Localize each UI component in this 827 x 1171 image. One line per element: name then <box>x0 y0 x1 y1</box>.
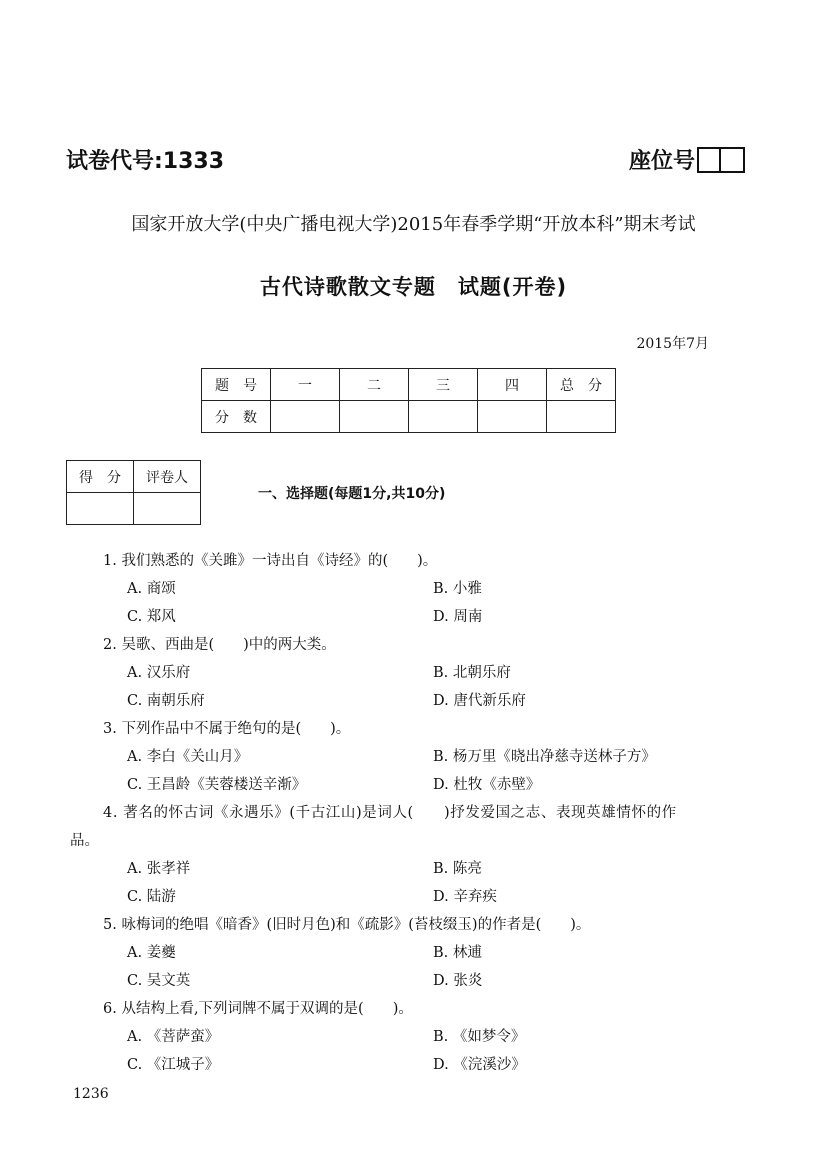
score-cell[interactable] <box>478 401 547 433</box>
question-stem: 1. 我们熟悉的《关雎》一诗出自《诗经》的( )。 <box>103 553 438 569</box>
option-d: D. 周南 <box>433 609 483 625</box>
score-table-header: 四 <box>478 369 547 401</box>
page-number: 1236 <box>73 1086 109 1102</box>
option-b: B. 《如梦令》 <box>433 1029 526 1045</box>
option-c: C. 南朝乐府 <box>127 693 205 709</box>
option-a: A. 姜夔 <box>127 945 176 961</box>
question-stem: 4. 著名的怀古词《永遇乐》(千古江山)是词人( )抒发爱国之志、表现英雄情怀的作 <box>103 805 677 821</box>
question-stem: 6. 从结构上看,下列词牌不属于双调的是( )。 <box>103 1001 413 1017</box>
seat-number <box>629 144 745 175</box>
option-d: D. 《浣溪沙》 <box>433 1057 526 1073</box>
option-b: B. 杨万里《晓出净慈寺送林子方》 <box>433 749 656 765</box>
score-table <box>201 368 616 433</box>
option-c: C. 郑风 <box>127 609 176 625</box>
seat-number-boxes[interactable] <box>697 147 745 173</box>
option-d: D. 张炎 <box>433 973 483 989</box>
paper-code: 试卷代号:1333 <box>66 149 225 174</box>
university-line: 国家开放大学(中央广播电视大学)2015年春季学期“开放本科”期末考试 <box>131 214 696 235</box>
score-cell[interactable] <box>409 401 478 433</box>
option-b: B. 林逋 <box>433 945 482 961</box>
grader-header-score: 得 分 <box>67 461 134 493</box>
grader-name-cell[interactable] <box>134 493 201 525</box>
grader-header-grader: 评卷人 <box>134 461 201 493</box>
option-b: B. 北朝乐府 <box>433 665 511 681</box>
option-c: C. 陆游 <box>127 889 176 905</box>
option-d: D. 杜牧《赤壁》 <box>433 777 541 793</box>
option-c: C. 王昌龄《芙蓉楼送辛渐》 <box>127 777 307 793</box>
score-table-header: 一 <box>271 369 340 401</box>
option-a: A. 《菩萨蛮》 <box>127 1029 220 1045</box>
option-a: A. 张孝祥 <box>127 861 191 877</box>
option-a: A. 商颂 <box>127 581 176 597</box>
score-row-label: 分 数 <box>202 401 271 433</box>
option-a: A. 李白《关山月》 <box>127 749 249 765</box>
option-c: C. 《江城子》 <box>127 1057 220 1073</box>
exam-date: 2015年7月 <box>636 336 709 352</box>
question-stem: 3. 下列作品中不属于绝句的是( )。 <box>103 721 351 737</box>
score-table-header: 总 分 <box>547 369 616 401</box>
score-cell[interactable] <box>271 401 340 433</box>
option-a: A. 汉乐府 <box>127 665 191 681</box>
question-stem: 5. 咏梅词的绝唱《暗香》(旧时月色)和《疏影》(苔枝缀玉)的作者是( )。 <box>103 917 591 933</box>
score-cell[interactable] <box>547 401 616 433</box>
score-table-header: 题 号 <box>202 369 271 401</box>
option-d: D. 唐代新乐府 <box>433 693 526 709</box>
exam-title: 古代诗歌散文专题 试题(开卷) <box>259 275 568 299</box>
grader-score-cell[interactable] <box>67 493 134 525</box>
section-title: 一、选择题(每题1分,共10分) <box>258 486 446 502</box>
option-b: B. 陈亮 <box>433 861 482 877</box>
seat-label: 座位号 <box>628 149 695 174</box>
option-b: B. 小雅 <box>433 581 482 597</box>
score-table-header: 三 <box>409 369 478 401</box>
question-stem-continued: 品。 <box>70 833 99 849</box>
grader-table <box>66 460 201 525</box>
score-table-header: 二 <box>340 369 409 401</box>
option-c: C. 吴文英 <box>127 973 191 989</box>
option-d: D. 辛弃疾 <box>433 889 497 905</box>
question-stem: 2. 吴歌、西曲是( )中的两大类。 <box>103 637 336 653</box>
score-cell[interactable] <box>340 401 409 433</box>
